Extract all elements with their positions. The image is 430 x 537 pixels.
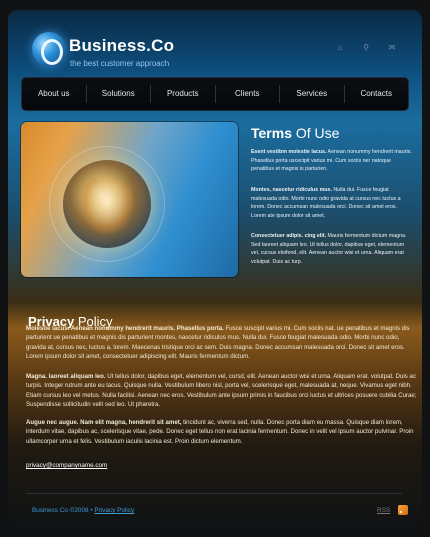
rss-link[interactable]: RSS: [377, 507, 391, 514]
page-frame: [8, 10, 422, 523]
nav-item-contacts[interactable]: Contacts: [360, 89, 393, 98]
nav-item-solutions[interactable]: Solutions: [87, 85, 152, 103]
nav-item-about-us[interactable]: About us: [22, 85, 87, 103]
privacy-email-link[interactable]: privacy@companyname.com: [26, 462, 108, 469]
hero-globe-image: [21, 122, 238, 277]
sitemap-icon[interactable]: ✉: [388, 43, 396, 52]
terms-title: Terms Of Use: [251, 125, 340, 141]
footer-copyright: Business Co ©2008 • Privacy Policy: [32, 507, 135, 514]
nav-item-services[interactable]: Services: [280, 85, 345, 103]
privacy-paragraph: Molestie lacus. Aenean nonummy hendrerit mauris. Phasellus porta. Fusce suscipit varius mi. Cum sociis nat. ue penatibus et magnis dis parturient ue penatibus et magnis dis parturient montes, nascetur ridiculus mus. Nulla dui. Fusce feugiat malesuada odio. Morbi nunc odio, gravida at, cursus nec, luctus a, lorem. Maecenas tristique orci ac sem. Duis magna. Donec accumsan malesuada orci. Donec sit amet eros. Lorem ipsum dolor sit amet, consectetuer adipiscing elit. Mauris fermentum dictum.: [26, 325, 410, 360]
top-icon-bar: [336, 44, 396, 52]
terms-paragraph: Consectetuer adipis. cing elit. Mauris fermentum dictum magna. Sed laoreet aliquam leo. Ut tellus dolor, dapibus eget, elementum vel, cursus eleifend, elit. Aenean auctor wisi et urna. Aliquam erat volutpat. Duis ac turp.: [251, 233, 407, 265]
rss-icon[interactable]: [398, 505, 408, 515]
privacy-policy-link[interactable]: Privacy Policy: [94, 507, 135, 514]
terms-paragraph: Esent vestibm molestie lacus. Aenean nonummy hendrerit mauris. Phasellus porta uscecipit varius mi. Cum sociis ner natoque penatibus et magnis is parturien.: [251, 149, 412, 173]
home-icon[interactable]: ⌂: [337, 43, 343, 52]
footer-divider: [26, 493, 402, 494]
privacy-paragraph: Magna. laoreet aliquam leo. Ut tellus dolor, dapibus eget, elementum vel, cursd, elit. Aenean auctor wisi et urna. Aliquam erat. volutpat. Duis ac turpis. Integer rutrum ante eu lacus. Quisque nulla. Vestibulum libero nisl, porta vel, scelerisque eget, malesuada at, neque. Vivamus eget nibh. Etiam cursus leo vel metus. Nulla facilisi. Aenean nec eros. Vestibulum ante ipsum primis in faucibus orci luctus et ultrices posuere cubilia Curae; Suspendisse sollicitudin velit sed leo. Ut pharetra.: [26, 373, 417, 408]
nav-item-clients[interactable]: Clients: [216, 85, 281, 103]
logo-icon[interactable]: [32, 32, 66, 66]
brand-name[interactable]: Business.Co: [69, 36, 175, 55]
globe-continent: [79, 178, 135, 236]
main-nav: [21, 77, 409, 111]
brand-tagline: the best customer approach: [70, 59, 170, 68]
privacy-paragraph: Augue nec augue. Nam elit magna, hendrerit sit amet, tincidunt ac, viverra sed, nulla. Donec porta diam eu massa. Quisque diam lorem, interdum vitae, dapibus ac, scelerisque vitae, pede. Donec eget tellus non erat lacinia fermentum. Donec in velit vel ipsum auctor pulvinar. Proin ullamcorper urna et felis. Vestibulum iaculis lacinia est. Proin dictum elementum.: [26, 419, 414, 445]
search-icon[interactable]: ⚲: [363, 43, 369, 52]
terms-paragraph: Montes, nascetur ridiculus mus. Nulla dui. Fusce feugiat malesuada odio. Morbi nunc odio gravida at cursus nec luctus a lorem. Donec accumsan malesuada orci. Donec sit amet eros. Lorem ate ipsum dolor sit amet.: [251, 187, 401, 219]
nav-item-products[interactable]: Products: [151, 85, 216, 103]
privacy-title: Privacy Policy: [28, 314, 113, 329]
